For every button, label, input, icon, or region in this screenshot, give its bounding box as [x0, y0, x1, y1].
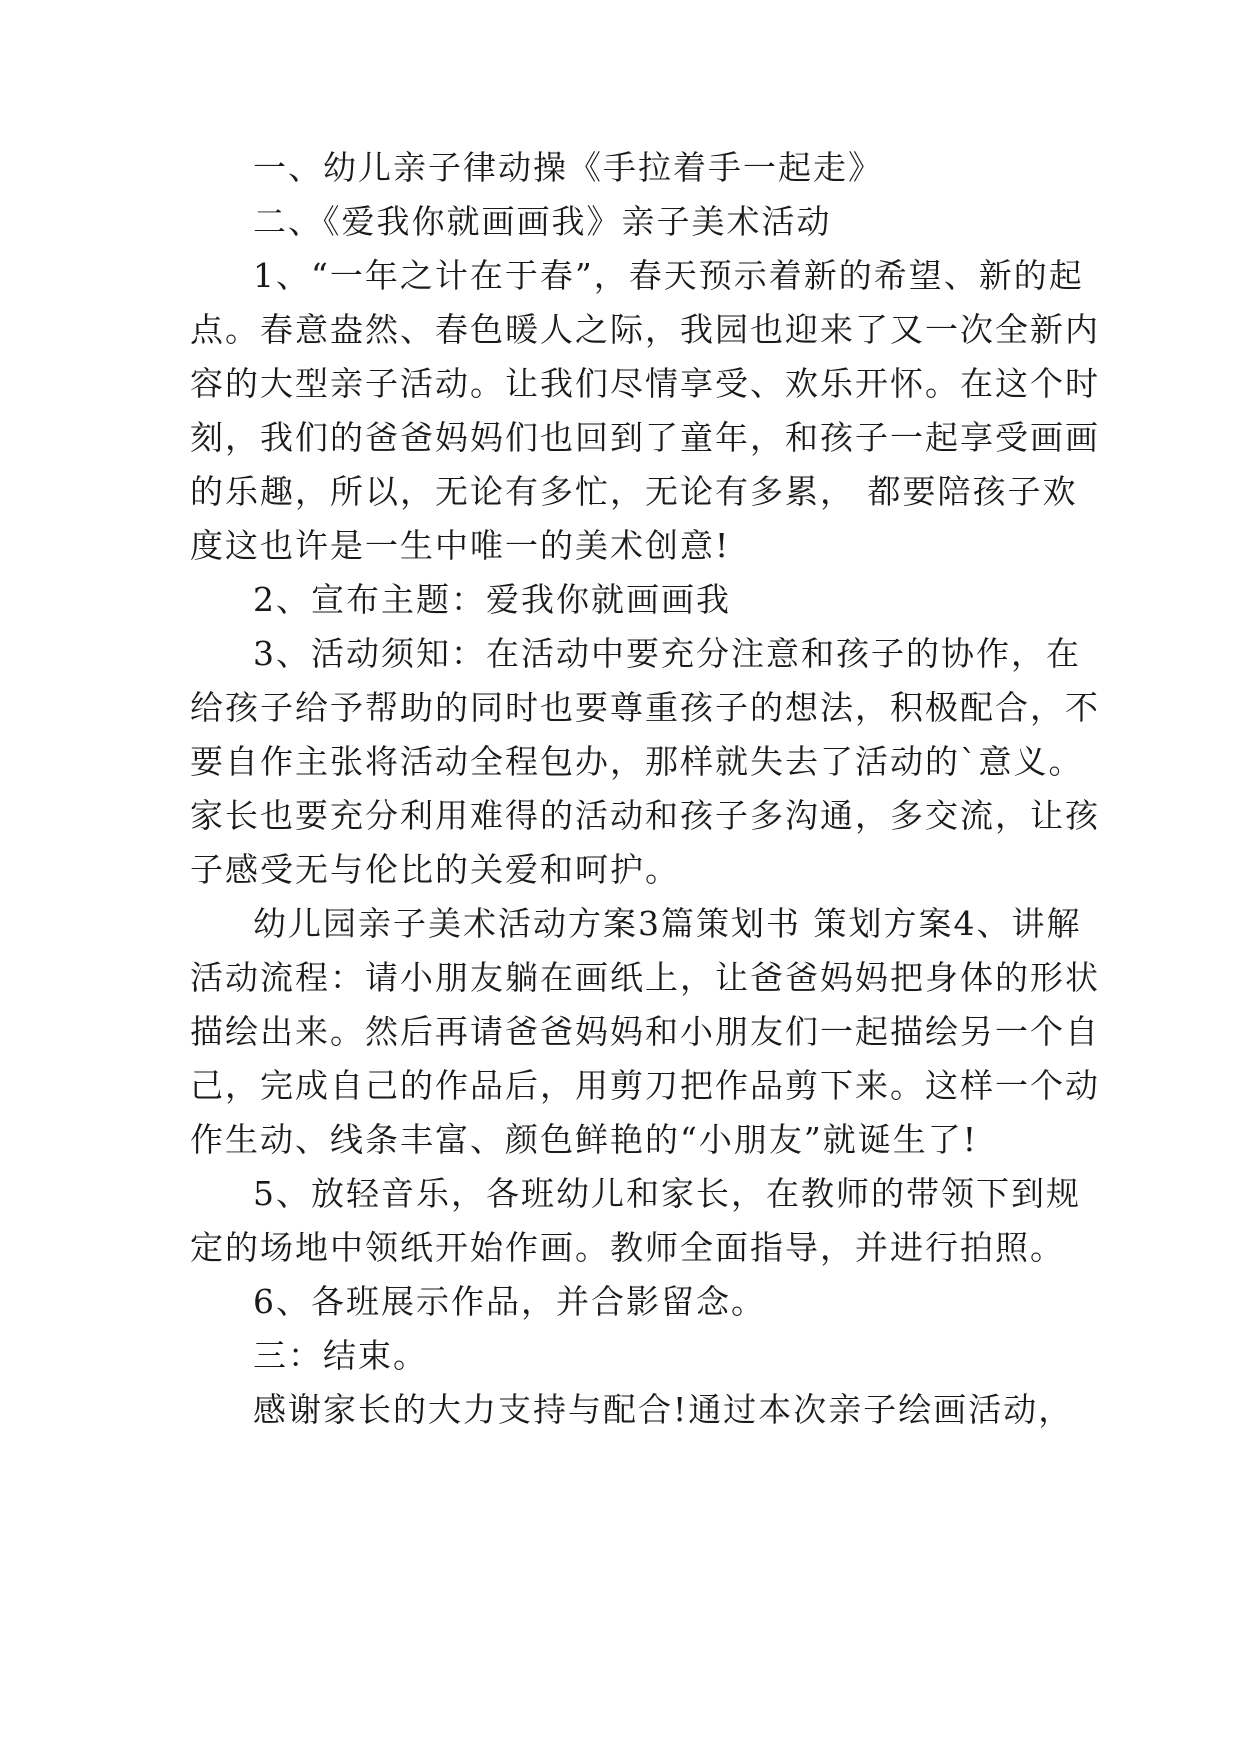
text-line: 5、放轻音乐，各班幼儿和家长，在教师的带领下到规 [253, 1174, 1081, 1213]
text-line: 子感受无与伦比的关爱和呵护。 [190, 850, 680, 889]
text-line: 要自作主张将活动全程包办，那样就失去了活动的`意义。 [190, 742, 1084, 781]
text-line: 三：结束。 [253, 1336, 428, 1375]
text-line: 二、《爱我你就画画我》亲子美术活动 [253, 202, 832, 241]
text-line: 己，完成自己的作品后，用剪刀把作品剪下来。这样一个动 [190, 1066, 1100, 1105]
text-line: 度这也许是一生中唯一的美术创意! [190, 526, 731, 565]
text-line: 2、宣布主题：爱我你就画画我 [253, 580, 731, 619]
text-line: 点。春意盎然、春色暖人之际，我园也迎来了又一次全新内 [190, 310, 1100, 349]
text-line: 3、活动须知：在活动中要充分注意和孩子的协作，在 [253, 634, 1081, 673]
text-line: 定的场地中领纸开始作画。教师全面指导，并进行拍照。 [190, 1228, 1065, 1267]
text-line: 感谢家长的大力支持与配合!通过本次亲子绘画活动， [253, 1390, 1074, 1429]
text-line: 一、幼儿亲子律动操《手拉着手一起走》 [253, 148, 883, 187]
text-line: 给孩子给予帮助的同时也要尊重孩子的想法，积极配合，不 [190, 688, 1100, 727]
text-line: 家长也要充分利用难得的活动和孩子多沟通，多交流，让孩 [190, 796, 1100, 835]
text-line: 幼儿园亲子美术活动方案3篇策划书 策划方案4、讲解 [253, 904, 1082, 943]
text-line: 作生动、线条丰富、颜色鲜艳的“小朋友”就诞生了! [190, 1120, 979, 1159]
text-line: 描绘出来。然后再请爸爸妈妈和小朋友们一起描绘另一个自 [190, 1012, 1100, 1051]
text-line: 容的大型亲子活动。让我们尽情享受、欢乐开怀。在这个时 [190, 364, 1100, 403]
text-line: 1、“一年之计在于春”，春天预示着新的希望、新的起 [253, 256, 1084, 295]
text-line: 活动流程：请小朋友躺在画纸上，让爸爸妈妈把身体的形状 [190, 958, 1100, 997]
text-line: 刻，我们的爸爸妈妈们也回到了童年，和孩子一起享受画画 [190, 418, 1100, 457]
text-line: 的乐趣，所以，无论有多忙，无论有多累， 都要陪孩子欢 [190, 472, 1078, 511]
text-line: 6、各班展示作品，并合影留念。 [253, 1282, 766, 1321]
